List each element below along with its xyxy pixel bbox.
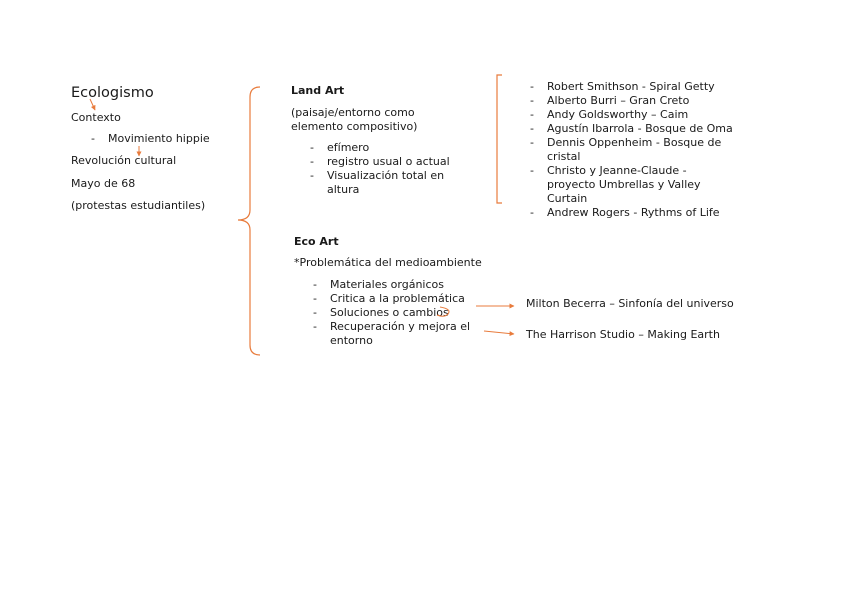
list-item: - Andy Goldsworthy – Caim: [530, 108, 735, 122]
list-item: - Andrew Rogers - Rythms of Life: [530, 206, 735, 220]
artists-bracket: [497, 75, 502, 203]
list-item: - Soluciones o cambios: [313, 306, 478, 320]
arrow-recuperacion-harrison: [484, 331, 514, 334]
protestas-label: (protestas estudiantiles): [71, 199, 206, 212]
land-art-heading: Land Art: [291, 84, 345, 97]
list-item: - Christo y Jeanne-Claude - proyecto Umbrellas y Valley Curtain: [530, 164, 735, 206]
main-brace: [238, 87, 260, 355]
list-item: - registro usual o actual: [310, 155, 450, 169]
eco-art-heading: Eco Art: [294, 235, 339, 248]
revolucion-label: Revolución cultural: [71, 154, 177, 167]
harrison-example: The Harrison Studio – Making Earth: [526, 328, 720, 341]
list-item: - Recuperación y mejora el entorno: [313, 320, 478, 348]
mayo-label: Mayo de 68: [71, 177, 136, 190]
list-item: - Alberto Burri – Gran Creto: [530, 94, 735, 108]
milton-example: Milton Becerra – Sinfonía del universo: [526, 297, 734, 310]
list-item: - Agustín Ibarrola - Bosque de Oma: [530, 122, 735, 136]
contexto-label: Contexto: [71, 111, 121, 124]
arrow-soluciones-curl: [437, 307, 449, 316]
land-art-desc-line2: elemento compositivo): [291, 120, 418, 133]
list-item: - Robert Smithson - Spiral Getty: [530, 80, 735, 94]
ecologismo-title: Ecologismo: [71, 85, 154, 101]
list-item: - Materiales orgánicos: [313, 278, 478, 292]
list-item: - Critica a la problemática: [313, 292, 478, 306]
list-item: - Dennis Oppenheim - Bosque de cristal: [530, 136, 735, 164]
eco-art-subtitle: *Problemática del medioambiente: [294, 256, 482, 269]
land-art-desc-line1: (paisaje/entorno como: [291, 106, 415, 119]
list-item: - Movimiento hippie: [91, 132, 210, 146]
arrow-ecologismo-contexto: [90, 99, 95, 110]
list-item: - efímero: [310, 141, 450, 155]
list-item: - Visualización total en altura: [310, 169, 450, 197]
